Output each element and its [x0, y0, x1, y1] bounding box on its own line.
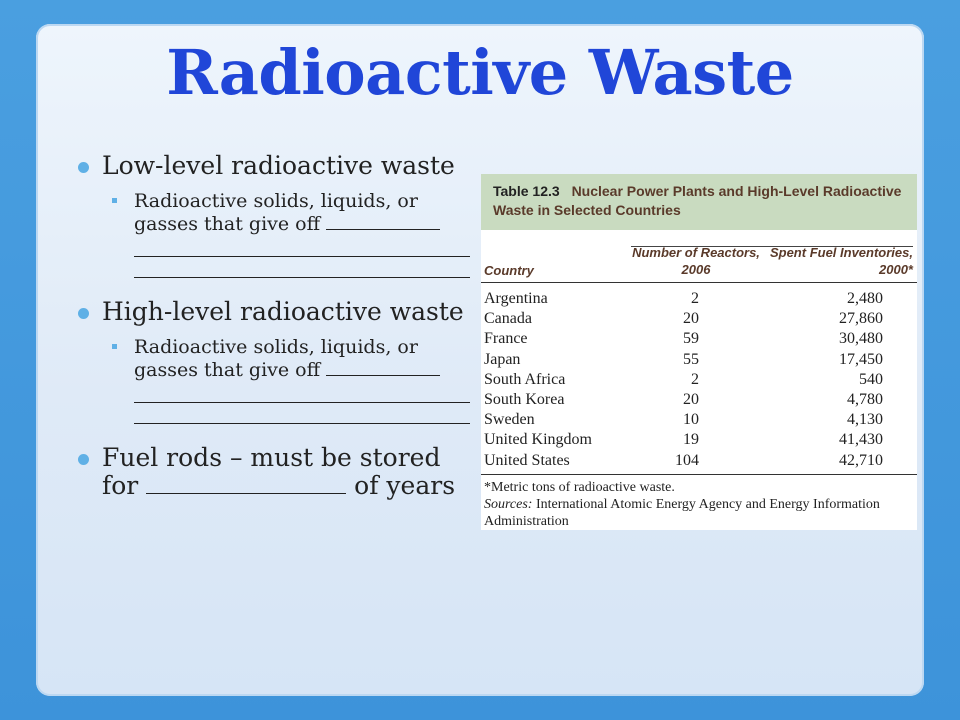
- fill-in-blank-line: [134, 403, 470, 424]
- cell-country: South Korea: [484, 390, 565, 408]
- slide-title: Radioactive Waste: [166, 36, 794, 109]
- table-notes: [481, 475, 917, 534]
- cell-reactors: 20: [683, 390, 699, 408]
- cell-fuel: 17,450: [839, 350, 883, 368]
- square-bullet-icon: [112, 198, 117, 203]
- square-bullet-icon: [112, 344, 117, 349]
- bullet-high-level: [76, 298, 476, 326]
- table-sources: [484, 496, 914, 530]
- bullet-dot-icon: [78, 162, 89, 173]
- cell-reactors: 55: [683, 350, 699, 368]
- cell-country: South Africa: [484, 370, 566, 388]
- bullet-dot-icon: [78, 308, 89, 319]
- sub-bullet-low-level: [76, 190, 476, 278]
- cell-country: United States: [484, 451, 570, 469]
- cell-fuel: 540: [859, 370, 883, 388]
- cell-reactors: 59: [683, 330, 699, 348]
- column-header-fuel: Spent Fuel Inventories, 2000*: [769, 245, 913, 277]
- fill-in-blank-line: [134, 382, 470, 403]
- column-header-country: Country: [484, 263, 534, 278]
- table-caption: [481, 174, 917, 230]
- cell-reactors: 2: [691, 290, 699, 307]
- fill-in-blank: [146, 475, 346, 494]
- cell-reactors: 19: [683, 431, 699, 449]
- table-number: Table 12.3: [493, 183, 560, 199]
- cell-reactors: 10: [683, 411, 699, 429]
- bullet-text-end: of years: [354, 471, 456, 500]
- fill-in-blank-line: [134, 236, 470, 257]
- cell-country: Argentina: [484, 290, 548, 307]
- sub-bullet-text: Radioactive solids, liquids, or gasses that give off: [134, 190, 418, 235]
- sources-text: International Atomic Energy Agency and Energy Information Administration: [484, 496, 880, 529]
- table-row: [481, 289, 917, 309]
- bullet-low-level: [76, 152, 476, 180]
- cell-reactors: 104: [675, 451, 699, 469]
- cell-reactors: 2: [691, 370, 699, 388]
- table-row: [481, 370, 917, 390]
- bullet-fuel-rods: [76, 444, 476, 500]
- cell-fuel: 41,430: [839, 431, 883, 449]
- cell-reactors: 20: [683, 310, 699, 328]
- sub-bullet-high-level: [76, 336, 476, 424]
- table-footnote: *Metric tons of radioactive waste.: [484, 479, 675, 495]
- bullet-text: High-level radioactive waste: [102, 297, 464, 326]
- cell-country: Japan: [484, 350, 521, 368]
- table-row: [481, 350, 917, 370]
- sub-bullet-text: Radioactive solids, liquids, or gasses that give off: [134, 336, 418, 381]
- table-row: [481, 410, 917, 430]
- cell-country: Canada: [484, 310, 532, 328]
- cell-country: Sweden: [484, 411, 535, 429]
- table-column-headers: [481, 230, 917, 283]
- column-header-reactors: Number of Reactors, 2006: [632, 245, 760, 277]
- fill-in-blank: [326, 359, 440, 376]
- table-row: [481, 451, 917, 471]
- data-table: [481, 174, 917, 530]
- table-row: [481, 390, 917, 410]
- table-title: Nuclear Power Plants and High-Level Radioactive Waste in Selected Countries: [493, 183, 902, 218]
- cell-fuel: 42,710: [839, 451, 883, 469]
- cell-country: United Kingdom: [484, 431, 592, 449]
- bullet-text: Fuel rods – must be stored for: [102, 443, 441, 500]
- table-row: [481, 430, 917, 450]
- cell-fuel: 27,860: [839, 310, 883, 328]
- bullet-list: [76, 152, 476, 510]
- cell-fuel: 4,780: [847, 390, 883, 408]
- table-body: [481, 283, 917, 475]
- cell-country: France: [484, 330, 528, 348]
- fill-in-blank: [326, 213, 440, 230]
- table-row: [481, 309, 917, 329]
- table-row: [481, 329, 917, 349]
- cell-fuel: 30,480: [839, 330, 883, 348]
- cell-fuel: 2,480: [847, 290, 883, 307]
- sources-label: Sources:: [484, 496, 533, 512]
- fill-in-blank-line: [134, 257, 470, 278]
- bullet-dot-icon: [78, 454, 89, 465]
- bullet-text: Low-level radioactive waste: [102, 151, 455, 180]
- cell-fuel: 4,130: [847, 411, 883, 429]
